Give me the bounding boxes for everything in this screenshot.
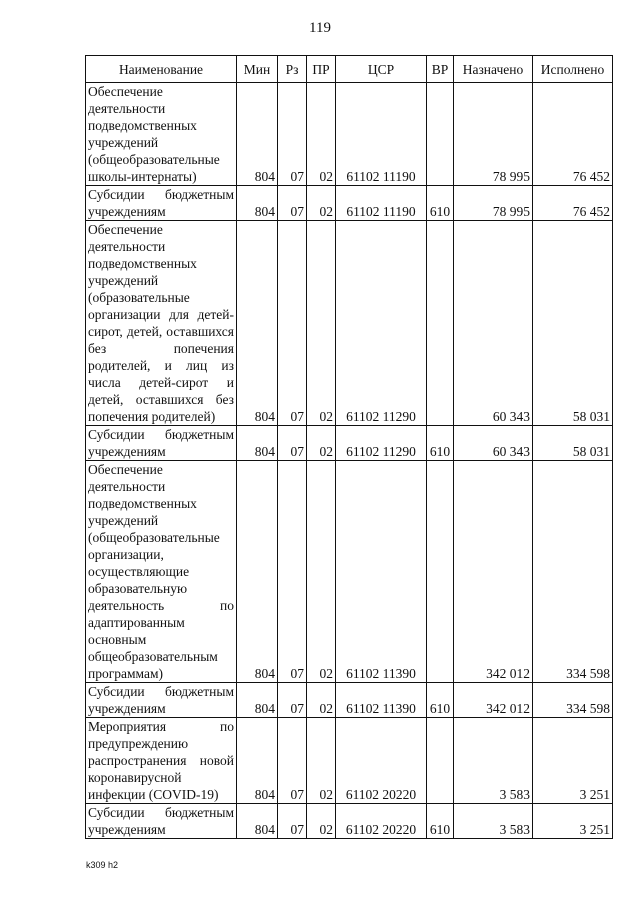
row-pr: 02 [307,718,336,804]
row-assigned: 60 343 [454,426,533,461]
row-name: Субсидии бюджетным учреждениям [86,186,237,221]
row-csr: 61102 20220 [336,718,427,804]
table-row [86,804,613,839]
row-name: Субсидии бюджетным учреждениям [86,683,237,718]
row-assigned: 342 012 [454,461,533,683]
header-csr: ЦСР [336,56,427,83]
row-csr: 61102 11190 [336,186,427,221]
row-vr: 610 [427,426,454,461]
row-rz: 07 [278,683,307,718]
row-min: 804 [237,426,278,461]
row-assigned: 60 343 [454,221,533,426]
row-pr: 02 [307,186,336,221]
row-csr: 61102 11190 [336,83,427,186]
row-csr: 61102 11290 [336,221,427,426]
header-pr: ПР [307,56,336,83]
row-vr: 610 [427,186,454,221]
row-name: Мероприятия по предупреждению распространения новой коронавирусной инфекции (COVID-19) [86,718,237,804]
row-assigned: 342 012 [454,683,533,718]
footer-code: k309 h2 [86,860,119,870]
row-rz: 07 [278,718,307,804]
row-name: Субсидии бюджетным учреждениям [86,426,237,461]
row-pr: 02 [307,461,336,683]
row-executed: 3 251 [533,718,613,804]
header-name: Наименование [86,56,237,83]
row-vr [427,83,454,186]
table-row [86,461,613,683]
row-min: 804 [237,83,278,186]
row-name: Обеспечение деятельности подведомственных учреждений (общеобразовательные школы-интернаты) [86,83,237,186]
header-assigned: Назначено [454,56,533,83]
table-row [86,186,613,221]
row-vr [427,221,454,426]
row-rz: 07 [278,186,307,221]
budget-table [85,55,613,839]
table-row [86,426,613,461]
table-row [86,683,613,718]
row-pr: 02 [307,221,336,426]
row-rz: 07 [278,426,307,461]
row-vr: 610 [427,804,454,839]
row-pr: 02 [307,683,336,718]
row-min: 804 [237,461,278,683]
table-row [86,718,613,804]
row-executed: 3 251 [533,804,613,839]
row-rz: 07 [278,804,307,839]
row-min: 804 [237,186,278,221]
row-vr: 610 [427,683,454,718]
row-csr: 61102 11290 [336,426,427,461]
row-name: Обеспечение деятельности подведомственных учреждений (общеобразовательные организации, осуществляющие образовательную деятельность по адаптированным основным общеобразовательным программам) [86,461,237,683]
row-vr [427,461,454,683]
row-rz: 07 [278,221,307,426]
table-row [86,221,613,426]
row-name: Обеспечение деятельности подведомственных учреждений (образовательные организации для детей-сирот, детей, оставшихся без попечения родителей, и лиц из числа детей-сирот и детей, оставшихся без попечения родителей) [86,221,237,426]
header-executed: Исполнено [533,56,613,83]
row-pr: 02 [307,83,336,186]
row-assigned: 78 995 [454,83,533,186]
row-executed: 76 452 [533,186,613,221]
row-csr: 61102 20220 [336,804,427,839]
row-assigned: 3 583 [454,804,533,839]
row-executed: 334 598 [533,683,613,718]
row-csr: 61102 11390 [336,461,427,683]
row-min: 804 [237,804,278,839]
row-rz: 07 [278,83,307,186]
row-executed: 58 031 [533,426,613,461]
header-min: Мин [237,56,278,83]
row-pr: 02 [307,804,336,839]
row-executed: 76 452 [533,83,613,186]
row-csr: 61102 11390 [336,683,427,718]
row-min: 804 [237,221,278,426]
header-row [86,56,613,83]
row-assigned: 3 583 [454,718,533,804]
row-executed: 334 598 [533,461,613,683]
row-executed: 58 031 [533,221,613,426]
table-row [86,83,613,186]
row-rz: 07 [278,461,307,683]
header-vr: ВР [427,56,454,83]
row-pr: 02 [307,426,336,461]
header-rz: Рз [278,56,307,83]
page-number: 119 [309,20,331,36]
row-name: Субсидии бюджетным учреждениям [86,804,237,839]
row-min: 804 [237,718,278,804]
row-vr [427,718,454,804]
row-assigned: 78 995 [454,186,533,221]
row-min: 804 [237,683,278,718]
